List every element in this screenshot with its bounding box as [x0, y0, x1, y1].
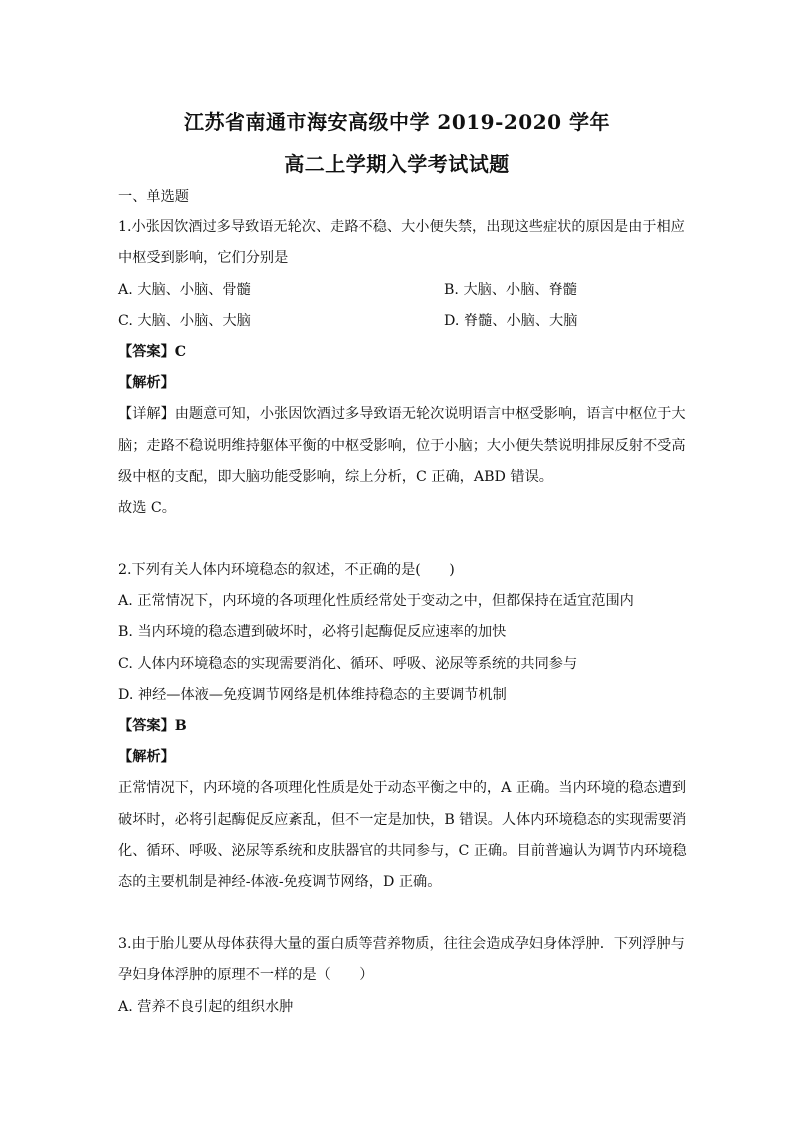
question-2-analysis-label: 【解析】	[118, 749, 175, 765]
question-1-stem-line-1: 1.小张因饮酒过多导致语无轮次、走路不稳、大小便失禁，出现这些症状的原因是由于相应	[118, 219, 685, 235]
question-1-option-b: B. 大脑、小脑、脊髓	[444, 282, 577, 298]
question-2-analysis-line-3: 化、循环、呼吸、泌尿等系统和皮肤器官的共同参与，C 正确。目前普遍认为调节内环境稳	[118, 843, 687, 859]
question-2-analysis-line-2: 破坏时，必将引起酶促反应紊乱，但不一定是加快，B 错误。人体内环境稳态的实现需要消	[118, 812, 687, 828]
question-1-option-d: D. 脊髓、小脑、大脑	[444, 313, 578, 329]
question-3-stem-line-2: 孕妇身体浮肿的原理不一样的是（ ）	[118, 967, 374, 983]
question-2-option-c: C. 人体内环境稳态的实现需要消化、循环、呼吸、泌尿等系统的共同参与	[118, 656, 578, 672]
question-1-analysis-label: 【解析】	[118, 375, 175, 391]
document-title-line-1: 江苏省南通市海安高级中学 2019-2020 学年	[183, 110, 611, 134]
section-heading: 一、单选题	[118, 189, 189, 205]
question-1-option-a: A. 大脑、小脑、骨髓	[118, 282, 251, 298]
question-2-analysis-line-4: 态的主要机制是神经-体液-免疫调节网络，D 正确。	[118, 874, 442, 890]
question-2-answer: 【答案】B	[118, 718, 187, 734]
question-1-stem-line-2: 中枢受到影响，它们分别是	[118, 250, 289, 266]
question-1-option-c: C. 大脑、小脑、大脑	[118, 313, 251, 329]
question-1-analysis-line-4: 故选 C。	[118, 500, 176, 516]
question-3-option-a: A. 营养不良引起的组织水肿	[118, 999, 294, 1015]
question-1-analysis-line-3: 级中枢的支配，即大脑功能受影响，综上分析，C 正确，ABD 错误。	[118, 469, 553, 485]
question-1-answer: 【答案】C	[118, 344, 187, 360]
question-1-analysis-line-2: 脑；走路不稳说明维持躯体平衡的中枢受影响，位于小脑；大小便失禁说明排尿反射不受高	[118, 438, 686, 454]
question-3-stem-line-1: 3.由于胎儿要从母体获得大量的蛋白质等营养物质，往往会造成孕妇身体浮肿．下列浮肿与	[118, 936, 685, 952]
question-1-analysis-line-1: 【详解】由题意可知，小张因饮酒过多导致语无轮次说明语言中枢受影响，语言中枢位于大	[118, 406, 686, 422]
question-2-analysis-line-1: 正常情况下，内环境的各项理化性质是处于动态平衡之中的，A 正确。当内环境的稳态遭到	[118, 780, 687, 796]
question-2-stem-line-1: 2.下列有关人体内环境稳态的叙述，不正确的是( )	[118, 562, 455, 578]
question-2-option-a: A. 正常情况下，内环境的各项理化性质经常处于变动之中，但都保持在适宜范围内	[118, 593, 634, 609]
document-title-line-2: 高二上学期入学考试试题	[284, 152, 510, 176]
question-2-option-b: B. 当内环境的稳态遭到破坏时，必将引起酶促反应速率的加快	[118, 624, 507, 640]
question-2-option-d: D. 神经—体液—免疫调节网络是机体维持稳态的主要调节机制	[118, 687, 507, 703]
